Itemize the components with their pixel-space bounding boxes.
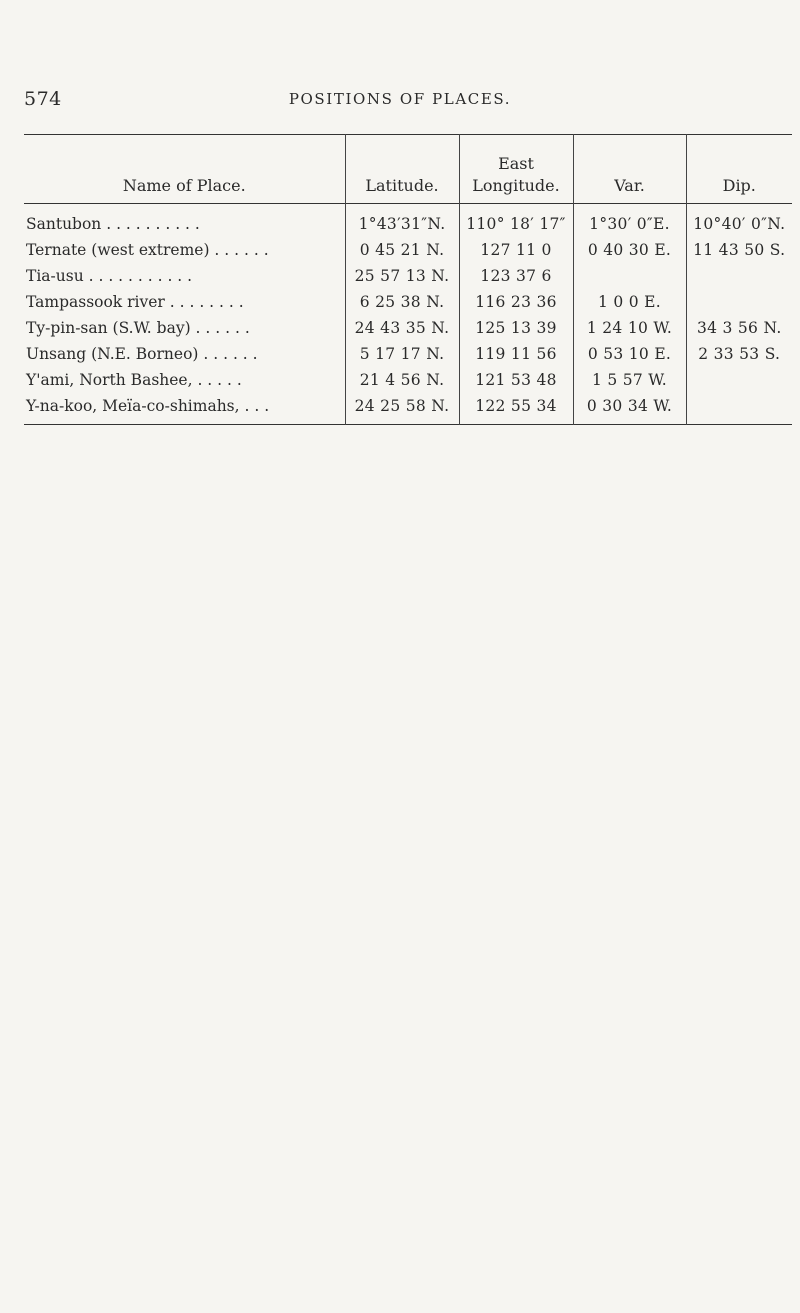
dip-cell: 34 3 56 N. [686,314,792,340]
dip-cell: 11 43 50 S. [686,236,792,262]
longitude-cell: 127 11 0 [459,236,573,262]
variation-cell: 0 53 10 E. [573,340,686,366]
latitude-cell: 1°43′31″N. [345,204,459,237]
place-name: Y'ami, North Bashee, . . . . . [26,371,242,389]
place-name: Ty-pin-san (S.W. bay) . . . . . . [26,319,250,337]
latitude-cell: 24 25 58 N. [345,392,459,425]
col-header-latitude: Latitude. [345,135,459,204]
col-header-variation: Var. [573,135,686,204]
longitude-cell: 119 11 56 [459,340,573,366]
col-header-dip: Dip. [686,135,792,204]
place-name: Unsang (N.E. Borneo) . . . . . . [26,345,258,363]
variation-cell: 1 24 10 W. [573,314,686,340]
page-header [0,88,800,118]
table-row [24,288,792,314]
table-row [24,340,792,366]
place-name: Y-na-koo, Meïa-co-shimahs, . . . [26,397,270,415]
variation-cell: 0 40 30 E. [573,236,686,262]
variation-cell: 0 30 34 W. [573,392,686,425]
place-name: Ternate (west extreme) . . . . . . [26,241,269,259]
positions-table [24,134,792,425]
variation-cell: 1°30′ 0″E. [573,204,686,237]
dip-cell [686,366,792,392]
table-row [24,314,792,340]
longitude-cell: 121 53 48 [459,366,573,392]
table-row [24,392,792,425]
page-number: 574 [24,88,62,110]
variation-cell: 1 5 57 W. [573,366,686,392]
place-name: Tampassook river . . . . . . . . [26,293,244,311]
col-header-longitude [459,135,573,204]
latitude-cell: 5 17 17 N. [345,340,459,366]
dip-cell [686,288,792,314]
dip-cell: 2 33 53 S. [686,340,792,366]
col-header-longitude-line2: Longitude. [472,176,560,195]
latitude-cell: 6 25 38 N. [345,288,459,314]
header-row [24,135,792,204]
longitude-cell: 123 37 6 [459,262,573,288]
latitude-cell: 0 45 21 N. [345,236,459,262]
latitude-cell: 24 43 35 N. [345,314,459,340]
table-row [24,262,792,288]
table-row [24,236,792,262]
variation-cell: 1 0 0 E. [573,288,686,314]
longitude-cell: 122 55 34 [459,392,573,425]
table-row [24,366,792,392]
place-name: Tia-usu . . . . . . . . . . . [26,267,193,285]
col-header-longitude-line1: East [498,154,534,173]
longitude-cell: 110° 18′ 17″ [459,204,573,237]
dip-cell [686,392,792,425]
place-name: Santubon . . . . . . . . . . [26,215,200,233]
dip-cell [686,262,792,288]
variation-cell [573,262,686,288]
longitude-cell: 116 23 36 [459,288,573,314]
latitude-cell: 21 4 56 N. [345,366,459,392]
dip-cell: 10°40′ 0″N. [686,204,792,237]
table-row [24,204,792,237]
col-header-name: Name of Place. [122,176,246,195]
longitude-cell: 125 13 39 [459,314,573,340]
running-title: POSITIONS OF PLACES. [288,90,512,108]
latitude-cell: 25 57 13 N. [345,262,459,288]
